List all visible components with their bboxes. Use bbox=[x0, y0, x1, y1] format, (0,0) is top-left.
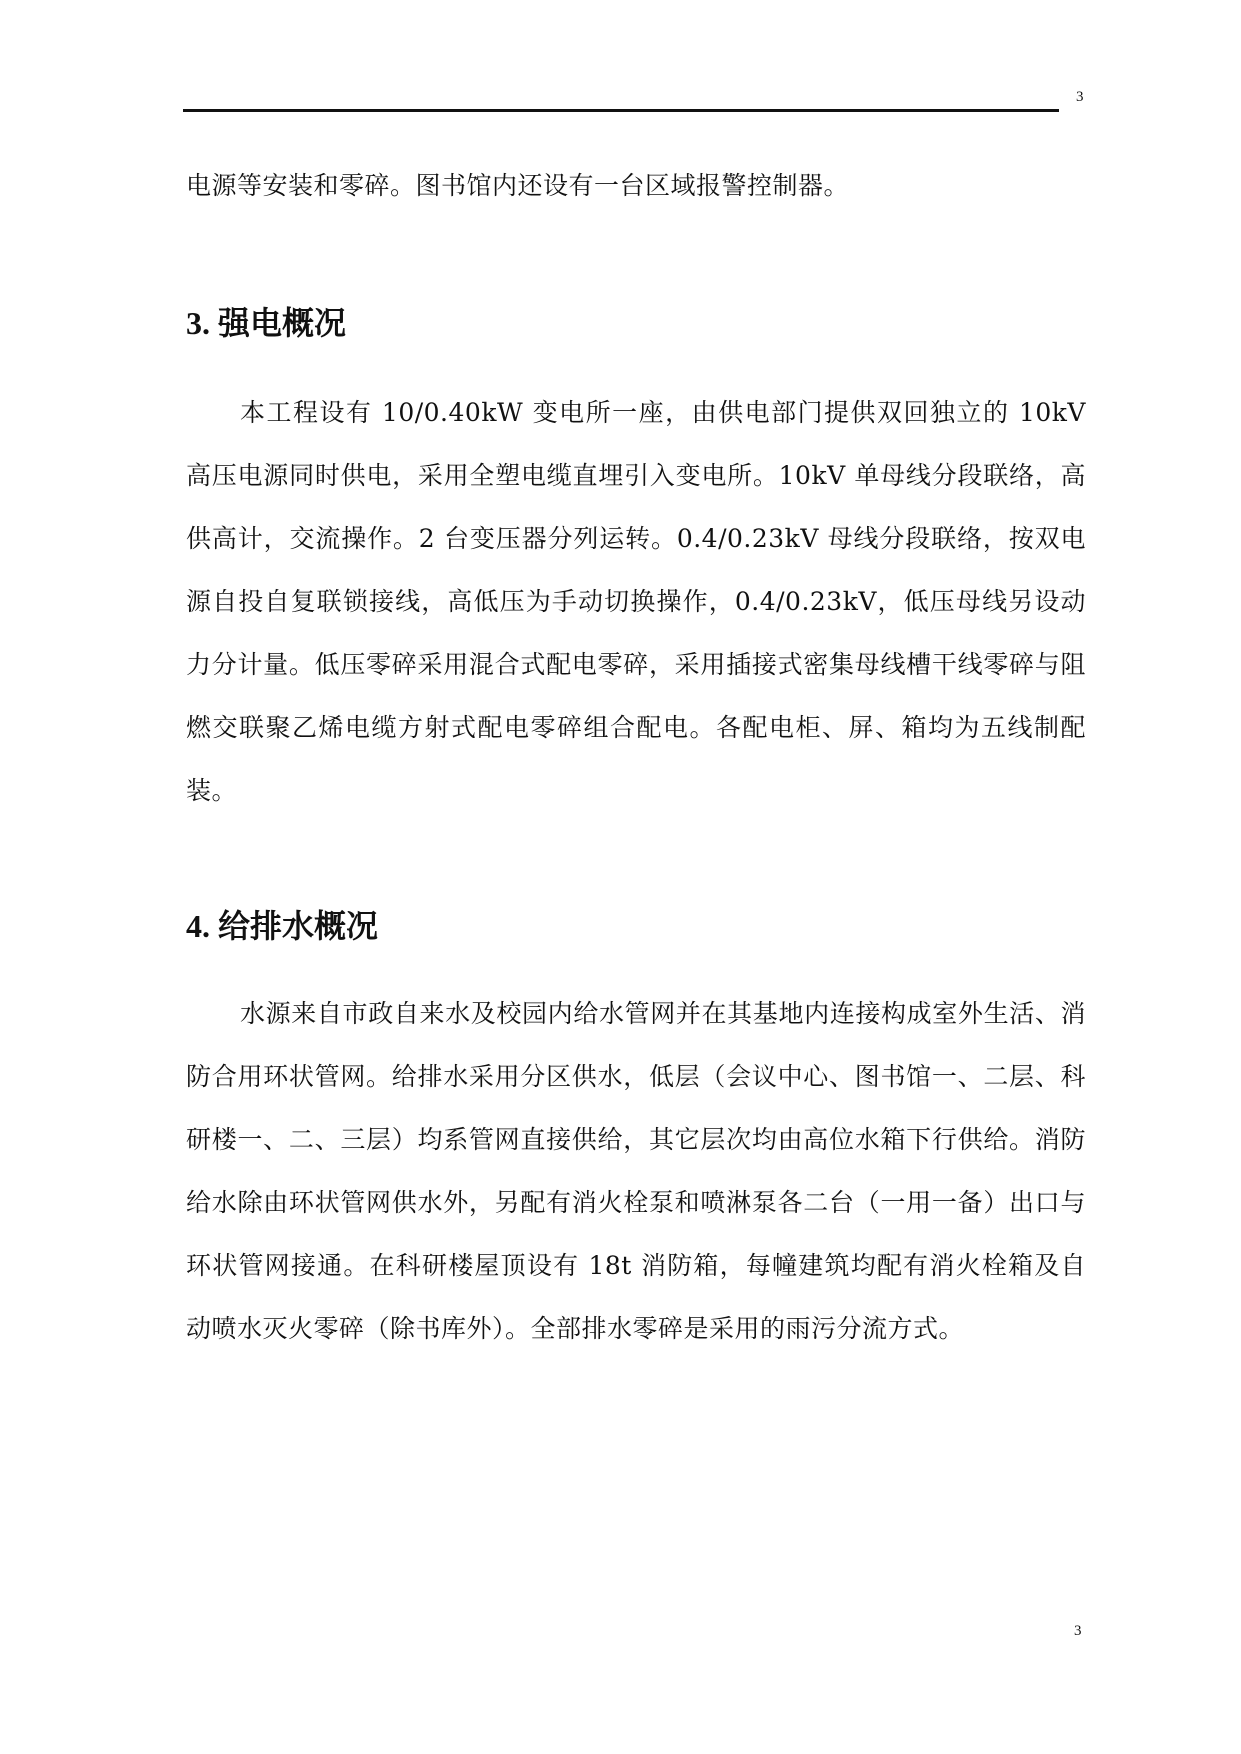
section-4-heading bbox=[186, 906, 1086, 946]
section-3-title: 强电概况 bbox=[218, 304, 347, 342]
section-4-number: 4. bbox=[186, 908, 210, 944]
section-3-number: 3. bbox=[186, 305, 210, 341]
header-page-number: 3 bbox=[1076, 89, 1084, 105]
section-3-heading bbox=[186, 303, 1086, 343]
section-4-paragraph: 水源来自市政自来水及校园内给水管网并在其基地内连接构成室外生活、消防合用环状管网。给排水采用分区供水，低层（会议中心、图书馆一、二层、科研楼一、二、三层）均系管网直接供给，其它层次均由高位水箱下行供给。消防给水除由环状管网供水外，另配有消火栓泵和喷淋泵各二台（一用一备）出口与环状管网接通。在科研楼屋顶设有 18t 消防箱，每幢建筑均配有消火栓箱及自动喷水灭火零碎（除书库外）。全部排水零碎是采用的雨污分流方式。 bbox=[186, 999, 1086, 1343]
document-body bbox=[186, 154, 1086, 1360]
intro-paragraph: 电源等安装和零碎。图书馆内还设有一台区域报警控制器。 bbox=[186, 171, 850, 200]
header-rule bbox=[183, 109, 1059, 112]
footer-page-number: 3 bbox=[1074, 1623, 1082, 1639]
section-3-paragraph: 本工程设有 10/0.40kW 变电所一座，由供电部门提供双回独立的 10kV 高压电源同时供电，采用全塑电缆直埋引入变电所。10kV 单母线分段联络，高供高计，交流操作。2 台变压器分列运转。0.4/0.23kV 母线分段联络，按双电源自投自复联锁接线，高低压为手动切换操作，0.4/0.23kV，低压母线另设动力分计量。低压零碎采用混合式配电零碎，采用插接式密集母线槽干线零碎与阻燃交联聚乙烯电缆方射式配电零碎组合配电。各配电柜、屏、箱均为五线制配装。 bbox=[186, 398, 1086, 805]
section-4-title: 给排水概况 bbox=[218, 907, 379, 945]
